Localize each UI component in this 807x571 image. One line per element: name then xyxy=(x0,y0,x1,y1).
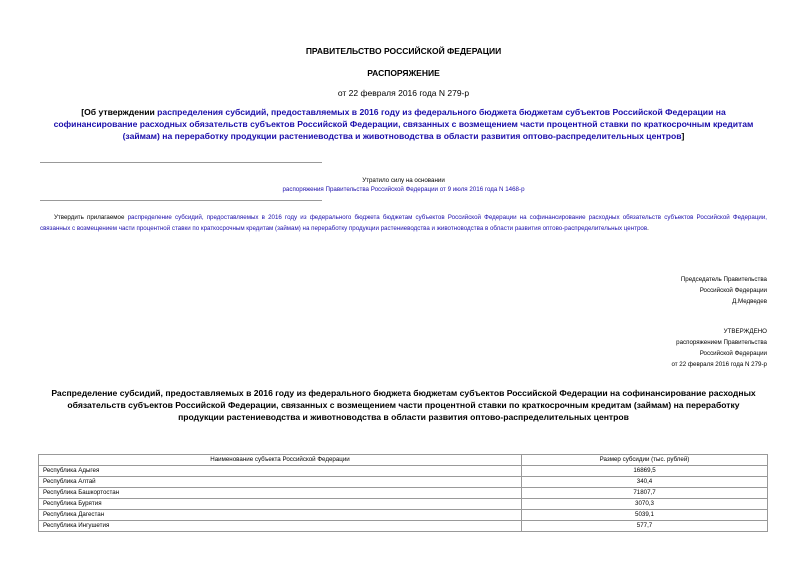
region-name: Республика Дагестан xyxy=(39,510,522,521)
approval-line4: от 22 февраля 2016 года N 279-р xyxy=(671,361,767,368)
body-paragraph xyxy=(40,212,767,234)
signature-name: Д.Медведев xyxy=(732,298,767,305)
subsidy-amount: 5039,1 xyxy=(522,510,768,521)
lost-force-note: Утратило силу на основании xyxy=(362,177,445,184)
column-header-region: Наименование субъекта Российской Федерации xyxy=(39,455,522,466)
subsidy-amount: 16869,5 xyxy=(522,466,768,477)
table-row xyxy=(39,499,768,510)
subsidy-amount: 577,7 xyxy=(522,521,768,532)
body-suffix: . xyxy=(647,225,649,232)
subsidy-amount: 340,4 xyxy=(522,477,768,488)
preamble xyxy=(40,106,767,142)
subsidy-amount: 71807,7 xyxy=(522,488,768,499)
approval-block xyxy=(671,326,767,370)
preamble-open: [Об утверждении xyxy=(81,107,158,117)
body-link[interactable]: распределение субсидий, предоставляемых в 2016 году из федерального бюджета бюджетам субъектов Российской Федерации на софинансирование расходных обязательств субъектов Российской Федерации, связанных с возмещением части процентной ставки по краткосрочным кредитам (займам) на переработку продукции растениеводства и животноводства в области развития оптово-распределительных центров xyxy=(40,214,767,232)
approval-line3: Российской Федерации xyxy=(699,350,767,357)
lost-force-link[interactable]: распоряжения Правительства Российской Федерации от 9 июля 2016 года N 1468-р xyxy=(282,186,525,193)
signature-block xyxy=(681,274,767,307)
table-row xyxy=(39,488,768,499)
region-name: Республика Ингушетия xyxy=(39,521,522,532)
table-row xyxy=(39,510,768,521)
preamble-close: ] xyxy=(681,131,685,141)
approval-title: УТВЕРЖДЕНО xyxy=(723,328,767,335)
approval-line2: распоряжением Правительства xyxy=(676,339,767,346)
table-title: Распределение субсидий, предоставляемых в 2016 году из федерального бюджета бюджетам субъектов Российской Федерации на софинансирование расходных обязательств субъектов Российской Федерации, связанных с возмещением части процентной ставки по краткосрочным кредитам (займам) на переработку продукции растениеводства и животноводства в области развития оптово-распределительных центров xyxy=(51,388,756,422)
table-row xyxy=(39,521,768,532)
divider xyxy=(40,162,322,163)
divider xyxy=(40,200,322,201)
document-type: РАСПОРЯЖЕНИЕ xyxy=(367,68,440,78)
preamble-link[interactable]: распределения субсидий, предоставляемых в 2016 году из федерального бюджета бюджетам субъектов Российской Федерации на софинансирование расходных обязательств субъектов Российской Федерации, связанных с возмещением части процентной ставки по краткосрочным кредитам (займам) на переработку продукции растениеводства и животноводства в области развития оптово-распределительных центров xyxy=(53,107,754,141)
signature-country: Российской Федерации xyxy=(699,287,767,294)
table-row xyxy=(39,466,768,477)
table-row xyxy=(39,477,768,488)
table-header-row xyxy=(39,455,768,466)
subsidy-amount: 3070,3 xyxy=(522,499,768,510)
region-name: Республика Башкортостан xyxy=(39,488,522,499)
column-header-amount: Размер субсидии (тыс. рублей) xyxy=(522,455,768,466)
region-name: Республика Адыгея xyxy=(39,466,522,477)
region-name: Республика Алтай xyxy=(39,477,522,488)
document-date-number: от 22 февраля 2016 года N 279-р xyxy=(337,88,470,98)
body-prefix: Утвердить прилагаемое xyxy=(54,214,128,221)
government-title: ПРАВИТЕЛЬСТВО РОССИЙСКОЙ ФЕДЕРАЦИИ xyxy=(305,46,502,56)
signature-position: Председатель Правительства xyxy=(680,276,767,283)
region-name: Республика Бурятия xyxy=(39,499,522,510)
subsidy-table xyxy=(38,454,768,532)
